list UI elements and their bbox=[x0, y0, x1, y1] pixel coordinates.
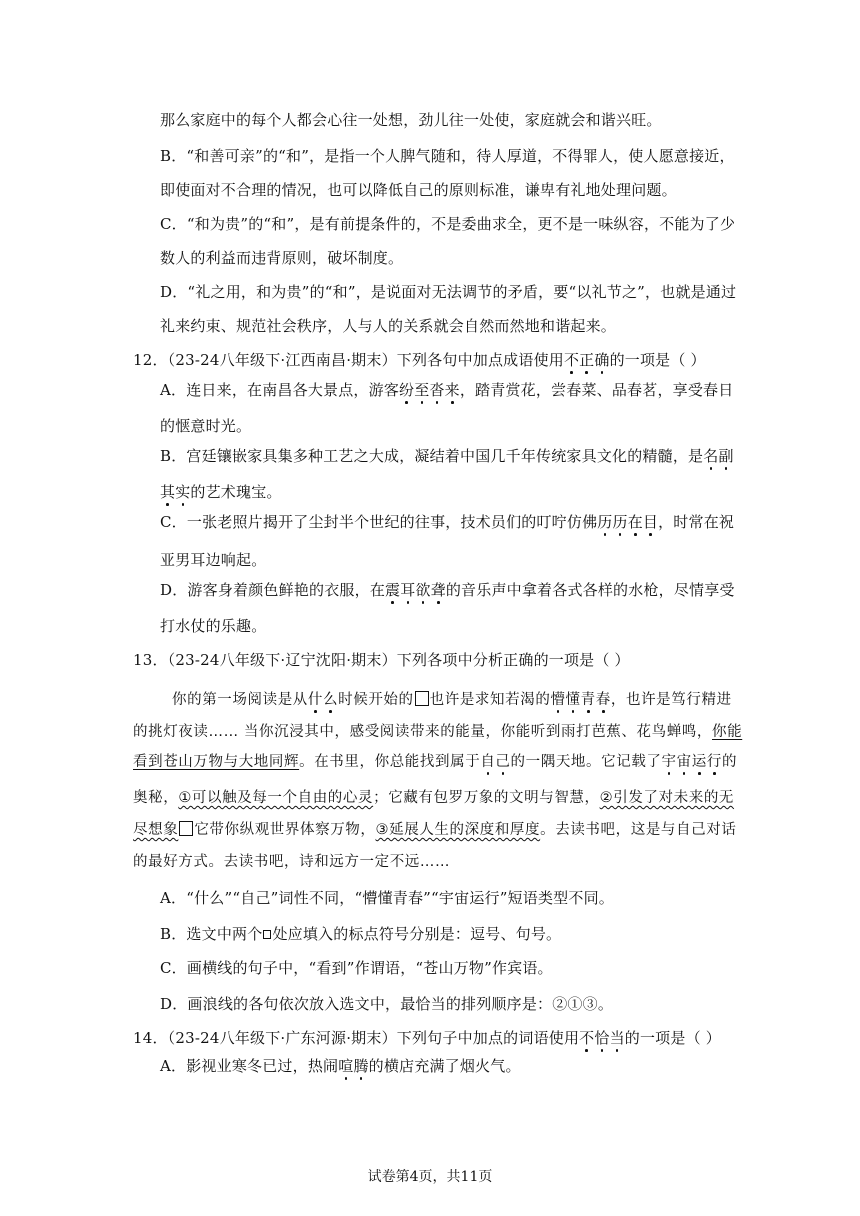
text-segment: ，也许是笃行精进 bbox=[610, 692, 732, 708]
text-segment: 它带你纵观世界体察万物， bbox=[194, 822, 376, 838]
dotted-emphasis-text: 懵懂青春 bbox=[550, 692, 611, 708]
dotted-emphasis-text: 不恰当 bbox=[579, 1029, 625, 1047]
dotted-emphasis-text: 历历在目 bbox=[597, 513, 659, 531]
passage-line bbox=[133, 788, 734, 808]
text-line bbox=[160, 446, 734, 466]
wavy-underlined-text: 尽想象 bbox=[133, 822, 179, 838]
text-segment: ，踏青赏花，尝春菜、品春茗，享受春日 bbox=[459, 381, 734, 399]
wavy-underlined-text: ②引发了对未来的无 bbox=[599, 790, 735, 806]
text-line bbox=[160, 580, 735, 600]
dotted-emphasis-text: 震耳欲聋 bbox=[385, 581, 446, 599]
dotted-emphasis-text: 其实 bbox=[160, 483, 191, 501]
wavy-underlined-text: ③延展人生的深度和厚度 bbox=[375, 822, 541, 838]
text-line: C．“和为贵”的“和”，是有前提条件的，不是委曲求全，更不是一味纵容，不能为了少 bbox=[160, 215, 736, 233]
text-segment: B．宫廷镶嵌家具集多种工艺之大成，凝结着中国几千年传统家具文化的精髓，是 bbox=[160, 447, 704, 465]
dotted-emphasis-text: 喧腾 bbox=[338, 1057, 369, 1075]
text-segment: 你的第一场阅读是从 bbox=[172, 692, 308, 708]
text-segment: A．连日来，在南昌各大景点，游客 bbox=[160, 381, 400, 399]
passage-line bbox=[133, 752, 737, 772]
text-segment: 奥秘， bbox=[133, 790, 179, 806]
passage-line bbox=[133, 722, 742, 742]
passage-line bbox=[172, 690, 732, 710]
text-line: 那么家庭中的每个人都会心往一处想，劲儿往一处使，家庭就会和谐兴旺。 bbox=[160, 111, 662, 129]
text-segment: 14．（23-24八年级下·广东河源·期末）下列句子中加点的词语使用 bbox=[133, 1029, 580, 1047]
passage-line: 的最好方式。去读书吧，诗和远方一定不远…… bbox=[133, 854, 451, 870]
page-footer: 试卷第4页，共11页 bbox=[367, 1169, 493, 1185]
text-line bbox=[160, 512, 734, 532]
dotted-emphasis-text: 名副 bbox=[703, 447, 734, 465]
question-line: 13．（23-24八年级下·辽宁沈阳·期末）下列各项中分析正确的一项是（ ） bbox=[133, 651, 630, 669]
text-segment: 的艺术瑰宝。 bbox=[190, 483, 282, 501]
text-segment: 的一项是（ ） bbox=[624, 1029, 721, 1047]
text-segment: 。在书里，你总能找到属于 bbox=[299, 754, 481, 770]
text-segment: 12．（23-24八年级下·江西南昌·期末）下列各句中加点成语使用 bbox=[133, 351, 564, 369]
question-line bbox=[133, 1028, 721, 1048]
dotted-emphasis-text: 不正确 bbox=[563, 351, 610, 369]
text-line: 礼来约束、规范社会秩序，人与人的关系就会自然而然地和谐起来。 bbox=[160, 317, 617, 335]
text-line: D．画浪线的各句依次放入选文中，最恰当的排列顺序是：②①③。 bbox=[160, 995, 614, 1013]
text-line bbox=[160, 924, 561, 944]
dotted-emphasis-text: 什么 bbox=[307, 692, 339, 708]
text-segment: B．选文中两个 bbox=[160, 925, 263, 943]
text-segment: C．一张老照片揭开了尘封半个世纪的往事，技术员们的叮咛仿佛 bbox=[160, 513, 598, 531]
text-segment: 的一隅天地。它记载了 bbox=[510, 754, 662, 770]
text-line: 即使面对不合理的情况，也可以降低自己的原则标准，谦卑有礼地处理问题。 bbox=[160, 181, 677, 199]
text-line: D．“礼之用，和为贵”的“和”，是说面对无法调节的矛盾，要“以礼节之”，也就是通过 bbox=[160, 283, 737, 301]
blank-box bbox=[263, 930, 271, 939]
dotted-emphasis-text: 自己 bbox=[480, 754, 511, 770]
text-line: 数人的利益而违背原则，破坏制度。 bbox=[160, 249, 404, 267]
text-segment: 的横店充满了烟火气。 bbox=[368, 1057, 521, 1075]
text-segment: 的挑灯夜读…… 当你沉浸其中，感受阅读带来的能量，你能听到雨打芭蕉、花鸟蝉鸣， bbox=[133, 724, 713, 740]
blank-box bbox=[415, 691, 429, 706]
text-segment: 的一项是（ ） bbox=[609, 351, 706, 369]
text-line: B．“和善可亲”的“和”，是指一个人脾气随和，待人厚道，不得罪人，使人愿意接近， bbox=[160, 147, 735, 165]
passage-line bbox=[133, 820, 736, 840]
text-segment: A．影视业寒冬已过，热闹 bbox=[160, 1057, 339, 1075]
text-line: C．画横线的句子中，“看到”作谓语，“苍山万物”作宾语。 bbox=[160, 959, 553, 977]
wavy-underlined-text: ①可以触及每一个自由的心灵 bbox=[178, 790, 374, 806]
text-line bbox=[160, 1056, 521, 1076]
text-line: 亚男耳边响起。 bbox=[160, 551, 267, 569]
question-line bbox=[133, 350, 706, 370]
dotted-emphasis-text: 宇宙运行 bbox=[661, 754, 722, 770]
text-line bbox=[160, 482, 282, 502]
text-segment: ，时常在祝 bbox=[658, 513, 735, 531]
text-segment: 。去读书吧，这是与自己对话 bbox=[540, 822, 737, 838]
underlined-text: 看到苍山万物与大地同辉 bbox=[133, 754, 300, 770]
text-line bbox=[160, 380, 733, 400]
text-line: A．“什么”“自己”词性不同，“懵懂青春”“宇宙运行”短语类型不同。 bbox=[160, 889, 614, 907]
text-segment: 的 bbox=[721, 754, 738, 770]
text-segment: 的音乐声中拿着各式各样的水枪，尽情享受 bbox=[445, 581, 735, 599]
text-line: 的惬意时光。 bbox=[160, 417, 252, 435]
text-segment: 也许是求知若渴的 bbox=[429, 692, 551, 708]
text-segment: 时候开始的 bbox=[338, 692, 414, 708]
text-line: 打水仗的乐趣。 bbox=[160, 617, 267, 635]
text-segment: D．游客身着颜色鲜艳的衣服，在 bbox=[160, 581, 386, 599]
text-segment: 处应填入的标点符号分别是：逗号、句号。 bbox=[272, 925, 562, 943]
text-segment: ；它藏有包罗万象的文明与智慧， bbox=[373, 790, 600, 806]
dotted-emphasis-text: 纷至沓来 bbox=[399, 381, 460, 399]
blank-box bbox=[179, 821, 193, 836]
underlined-text: 你能 bbox=[712, 724, 743, 740]
